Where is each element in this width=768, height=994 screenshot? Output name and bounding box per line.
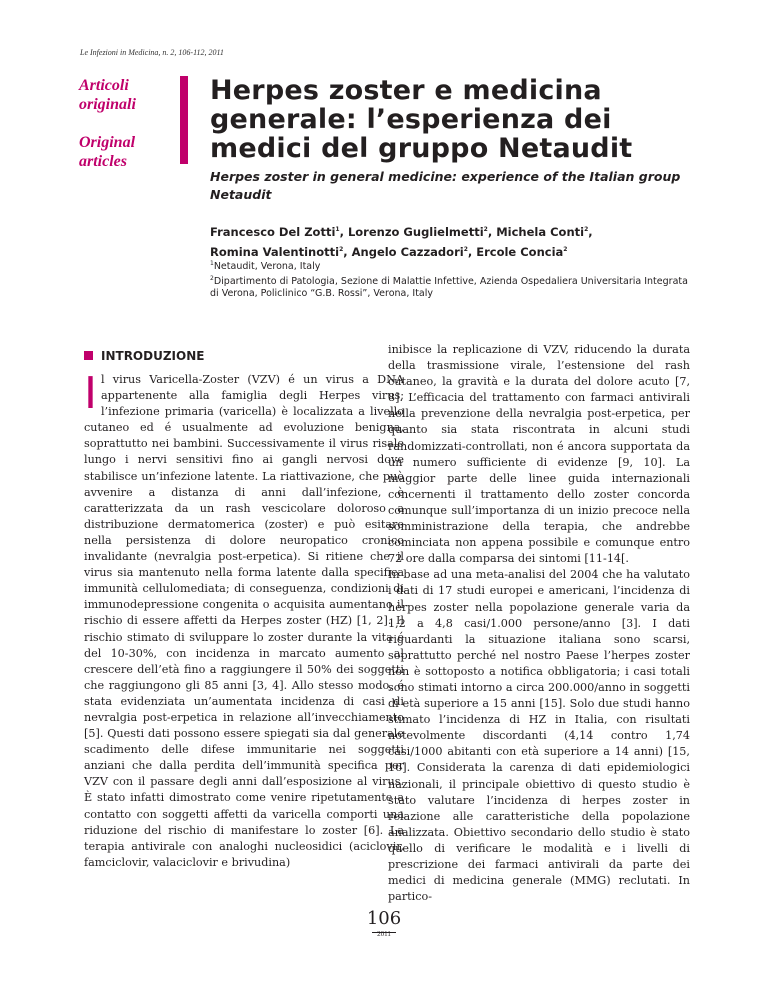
section-label-english: Original articles bbox=[79, 134, 136, 170]
author-list bbox=[210, 221, 710, 261]
body-paragraph: In base ad una meta-analisi del 2004 che ha valutato i dati di 17 studi europei e americani, l’incidenza di herpes zoster nella popolazione generale varia da 1,2 a 4,8 casi/1.000 persone/anno [3]. I dati riguardanti la situazione italiana sono scarsi, soprattutto perché nel nostro Paese l’herpes zoster non è sottoposto a notifica obbligatoria; i casi totali sono stimati intorno a circa 200.000/anno in soggetti di età superiore a 15 anni [15]. Solo due studi hanno stimato l’incidenza di HZ in Italia, con risultati notevolmente discordanti (4,14 contro 1,74 casi/1000 abitanti con età superiore a 14 anni) [15, 16]. Considerata la carenza di dati epidemiologici nazionali, il principale obiettivo di questo studio è stato valutare l’incidenza di herpes zoster in relazione alle caratteristiche della popolazione analizzata. Obiettivo secondario dello studio è stato quello di verificare le modalità e i livelli di prescrizione dei farmaci antivirali da parte dei medici di medicina generale (MMG) reclutati. In partico- bbox=[388, 568, 690, 904]
section-label bbox=[79, 76, 159, 171]
affiliation: $^2$Dipartimento di Patologia, Sezione di Malattie Infettive, Azienda Ospedaliera Universitaria Integrata di Verona, Policlinico “G.B. Rossi”, Verona, Italy bbox=[210, 275, 688, 300]
body-column-left bbox=[84, 368, 404, 871]
author: Francesco Del Zotti$^1$, bbox=[210, 224, 348, 239]
author: Lorenzo Guglielmetti$^2$, bbox=[347, 224, 497, 239]
article-subtitle: Herpes zoster in general medicine: experience of the Italian group Netaudit bbox=[210, 169, 681, 202]
affiliations bbox=[210, 258, 690, 300]
body-paragraph: l virus Varicella-Zoster (VZV) é un virus a DNA appartenente alla famiglia degli Herpes virus; l’infezione primaria (varicella) è localizzata a livello cutaneo ed é usualmente ad evoluzione benigna, soprattutto nei bambini. Successivamente il virus risale lungo i nervi sensitivi fino ai gangli nervosi dove stabilisce un’infezione latente. La riattivazione, che può avvenire a distanza di anni dall’infezione, è caratterizzata da un rash vescicolare doloroso a distribuzione dermatomerica (zoster) e può esitare nella persistenza di dolore neuropatico cronico invalidante (nevralgia post-erpetica). Si ritiene che il virus sia mantenuto nella forma latente dalla specifica immunità cellulomediata; di conseguenza, condizioni di immunodepressione congenita o acquisita aumentano il rischio di essere affetti da Herpes zoster (HZ) [1, 2]. Il rischio stimato di sviluppare lo zoster durante la vita é del 10-30%, con incidenza in marcato aumento al crescere dell’età fino a raggiungere il 50% dei soggetti che raggiungono gli 85 anni [3, 4]. Allo stesso modo, é stata evidenziata un’aumentata incidenza di casi di nevralgia post-erpetica in relazione all’invecchiamento [5]. Questi dati possono essere spiegati sia dal generale scadimento delle difese immunitarie nei soggetti anziani che dalla perdita dell’immunità specifica per VZV con il passare degli anni dall’esposizione al virus. È stato infatti dimostrato come venire ripetutamente a contatto con soggetti affetti da varicella comporti una riduzione del rischio di manifestare lo zoster [6]. La terapia antivirale con analoghi nucleosidici (aciclovir, famciclovir, valaciclovir e brivudina) bbox=[84, 373, 404, 869]
heading-square-icon bbox=[84, 351, 93, 360]
section-label-italian: Articoli originali bbox=[79, 77, 136, 113]
body-column-right bbox=[388, 342, 690, 905]
author: Romina Valentinotti$^2$, bbox=[210, 244, 352, 259]
section-heading-introduction: INTRODUZIONE bbox=[84, 349, 204, 363]
author: Angelo Cazzadori$^2$, bbox=[351, 244, 477, 259]
page-year: 2011 bbox=[377, 930, 391, 938]
article-title: Herpes zoster e medicina generale: l’esperienza dei medici del gruppo Netaudit bbox=[210, 75, 633, 164]
author: Michela Conti$^2$, bbox=[496, 224, 593, 239]
running-head: Le Infezioni in Medicina, n. 2, 106-112, 2011 bbox=[80, 48, 224, 57]
body-paragraph: inibisce la replicazione di VZV, riducendo la durata della trasmissione virale, l’estensione del rash cutaneo, la gravità e la durata del dolore acuto [7, 8]. L’efficacia del trattamento con farmaci antivirali nella prevenzione della nevralgia post-erpetica, per quanto sia stata riscontrata in alcuni studi randomizzati-controllati, non é ancora supportata da un numero sufficiente di evidenze [9, 10]. La maggior parte delle linee guida internazionali concernenti il trattamento dello zoster concorda comunque sull’importanza di un inizio precoce nella somministrazione della terapia, che andrebbe cominciata non appena possibile e comunque entro 72 ore dalla comparsa dei sintomi [11-14[. bbox=[388, 343, 690, 566]
page-number: 106 bbox=[366, 908, 402, 929]
author: Ercole Concia$^2$ bbox=[476, 244, 568, 259]
title-accent-bar bbox=[180, 76, 188, 164]
affiliation: $^1$Netaudit, Verona, Italy bbox=[210, 260, 321, 273]
drop-cap: I bbox=[84, 368, 97, 419]
